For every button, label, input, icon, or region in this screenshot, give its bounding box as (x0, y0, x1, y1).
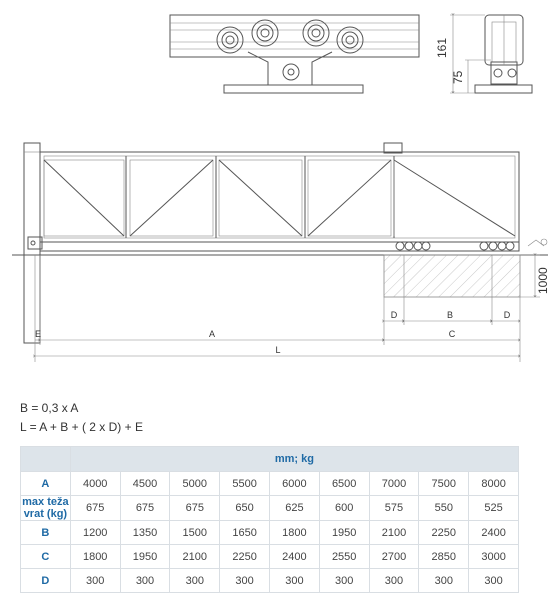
table-cell: 1800 (70, 545, 120, 569)
row-label: B (21, 521, 71, 545)
table-cell: 675 (70, 496, 120, 521)
height-mid-label: 75 (451, 70, 465, 84)
table-cell: 5000 (170, 472, 220, 496)
table-row (21, 496, 519, 521)
dim-d-right: D (503, 310, 511, 320)
table-cell: 550 (419, 496, 469, 521)
table-row (21, 545, 519, 569)
table-row (21, 472, 519, 496)
table-cell: 2100 (170, 545, 220, 569)
foundation-block (384, 255, 520, 297)
unit-header: mm; kg (70, 447, 518, 472)
roller-carriage-side-view (435, 15, 532, 93)
row-label: D (21, 569, 71, 593)
table-cell: 4000 (70, 472, 120, 496)
table-cell: 1800 (269, 521, 319, 545)
table-cell: 300 (469, 569, 519, 593)
dim-l: L (275, 345, 281, 355)
header-empty-cell (21, 447, 71, 472)
row-label: C (21, 545, 71, 569)
table-cell: 3000 (469, 545, 519, 569)
table-cell: 300 (319, 569, 369, 593)
table-cell: 300 (269, 569, 319, 593)
table-cell: 2850 (419, 545, 469, 569)
table-cell: 300 (120, 569, 170, 593)
left-post (24, 143, 42, 343)
table-cell: 300 (419, 569, 469, 593)
table-cell: 2250 (220, 545, 270, 569)
table-cell: 2400 (469, 521, 519, 545)
roller-group-front (396, 242, 430, 250)
table-cell: 2100 (369, 521, 419, 545)
dim-a: A (208, 329, 216, 339)
table-cell: 300 (170, 569, 220, 593)
table-cell: 2250 (419, 521, 469, 545)
table-cell: 7000 (369, 472, 419, 496)
table-row (21, 521, 519, 545)
table-cell: 6500 (319, 472, 369, 496)
dim-b: B (446, 310, 454, 320)
table-cell: 5500 (220, 472, 270, 496)
table-cell: 1950 (319, 521, 369, 545)
table-cell: 2400 (269, 545, 319, 569)
table-cell: 6000 (269, 472, 319, 496)
dim-c: C (448, 329, 456, 339)
table-cell: 525 (469, 496, 519, 521)
spec-table (20, 446, 519, 593)
formula-l: L = A + B + ( 2 x D) + E (20, 420, 143, 434)
table-cell: 8000 (469, 472, 519, 496)
table-cell: 675 (170, 496, 220, 521)
table-header-row (21, 447, 519, 472)
formulas (20, 399, 143, 437)
dim-e: E (34, 329, 42, 339)
table-cell: 1200 (70, 521, 120, 545)
roller-carriage-front-view (170, 15, 419, 93)
foundation-depth-label: 1000 (536, 267, 550, 294)
table-cell: 300 (220, 569, 270, 593)
table-cell: 7500 (419, 472, 469, 496)
table-cell: 1500 (170, 521, 220, 545)
row-label: max teža vrat (kg) (22, 496, 69, 520)
row-label: A (21, 472, 71, 496)
roller-group-rear (480, 242, 514, 250)
table-cell: 650 (220, 496, 270, 521)
height-total-label: 161 (435, 37, 449, 58)
table-cell: 575 (369, 496, 419, 521)
table-cell: 2700 (369, 545, 419, 569)
table-cell: 675 (120, 496, 170, 521)
table-cell: 625 (269, 496, 319, 521)
dim-d-left: D (390, 310, 398, 320)
table-cell: 300 (369, 569, 419, 593)
formula-b: B = 0,3 x A (20, 401, 79, 415)
table-cell: 300 (70, 569, 120, 593)
table-cell: 2550 (319, 545, 369, 569)
table-cell: 4500 (120, 472, 170, 496)
table-cell: 1650 (220, 521, 270, 545)
table-cell: 1350 (120, 521, 170, 545)
table-cell: 1950 (120, 545, 170, 569)
gate-elevation (12, 143, 550, 362)
table-cell: 600 (319, 496, 369, 521)
table-row (21, 569, 519, 593)
